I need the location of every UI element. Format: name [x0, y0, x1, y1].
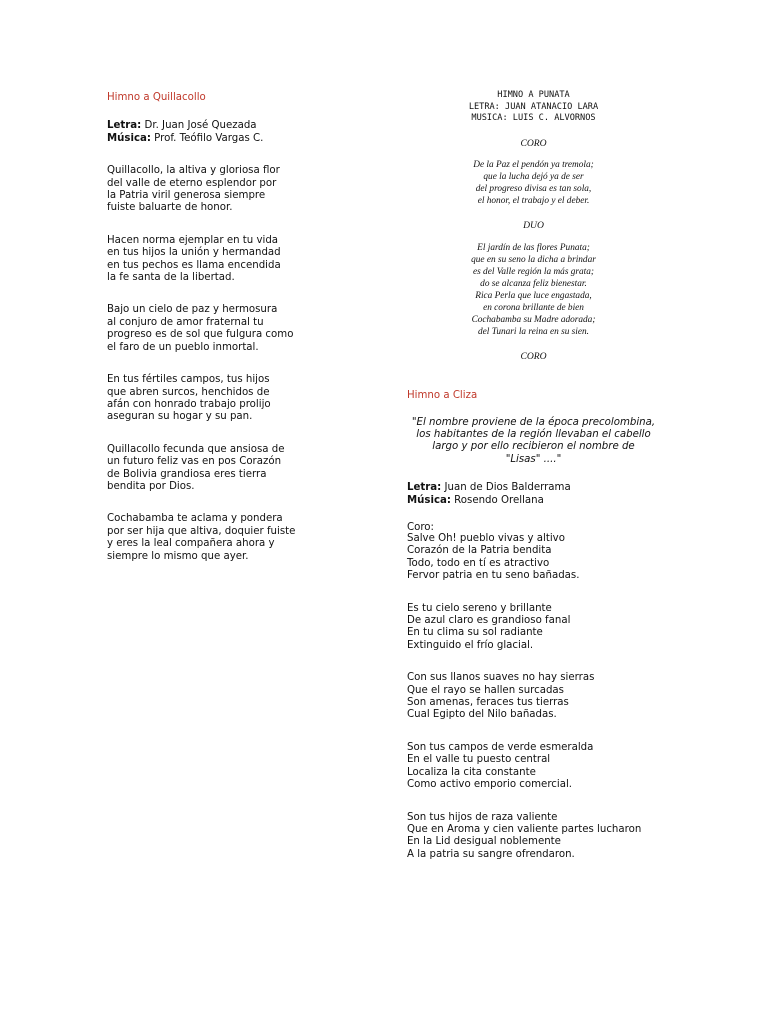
stanza — [107, 374, 307, 424]
verse-line: Es tu cielo sereno y brillante — [407, 602, 552, 614]
stanza — [107, 235, 307, 285]
verse-line: Que el rayo se hallen surcadas — [407, 684, 564, 696]
stanza — [407, 812, 667, 862]
verse-line: el honor, el trabajo y el deber. — [477, 196, 590, 207]
verse-line: de Bolivia grandiosa eres tierra — [107, 468, 267, 480]
quote-line: largo y por ello recibieron el nombre de — [432, 441, 635, 453]
musica-author: Prof. Teófilo Vargas C. — [150, 132, 264, 144]
verse-line: En tus fértiles campos, tus hijos — [107, 374, 270, 386]
verse-line: el faro de un pueblo inmortal. — [107, 341, 259, 353]
cliza-credits — [407, 482, 667, 507]
verse-line: en tus pechos es llama encendida — [107, 259, 281, 271]
verse-line: un futuro feliz vas en pos Corazón — [107, 456, 282, 468]
punata-header-letra: LETRA: JUAN ATANACIO LARA — [468, 101, 599, 112]
verse-line: En el valle tu puesto central — [407, 754, 551, 766]
verse-line: Quillacollo, la altiva y gloriosa flor — [107, 165, 280, 177]
quote-line: "Lisas" ...." — [505, 453, 562, 465]
punata-verse-2 — [407, 242, 660, 338]
verse-line: siempre lo mismo que ayer. — [107, 550, 249, 562]
quote-line: los habitantes de la región llevaban el cabello — [416, 428, 651, 440]
right-column — [407, 90, 667, 861]
punata-header-musica: MUSICA: LUIS C. ALVORNOS — [471, 113, 596, 124]
verse-line: Quillacollo fecunda que ansiosa de — [107, 443, 285, 455]
verse-line: Extinguido el frío glacial. — [407, 639, 534, 651]
verse-line: aseguran su hogar y su pan. — [107, 411, 253, 423]
verse-line: del valle de eterno esplendor por — [107, 177, 277, 189]
verse-line: en corona brillante de bien — [483, 302, 584, 313]
verse-line: por ser hija que altiva, doquier fuiste — [107, 525, 296, 537]
stanza — [107, 444, 307, 494]
cliza-letra-label: Letra: — [407, 482, 442, 494]
verse-line: del progreso divisa es tan sola, — [475, 184, 592, 195]
verse-line: Localiza la cita constante — [407, 766, 536, 778]
verse-line: De azul claro es grandioso fanal — [407, 615, 571, 627]
letra-label: Letra: — [107, 120, 142, 132]
verse-line: Fervor patria en tu seno bañadas. — [407, 570, 580, 582]
verse-line: Salve Oh! pueblo vivas y altivo — [407, 533, 565, 544]
verse-line: fuiste baluarte de honor. — [107, 202, 233, 214]
verse-line: Como activo emporio comercial. — [407, 779, 573, 791]
cliza-coro-label — [407, 522, 667, 533]
cliza-title: Himno a Cliza — [407, 389, 478, 401]
verse-line: Con sus llanos suaves no hay sierras — [407, 672, 595, 684]
verse-line: Son tus hijos de raza valiente — [407, 811, 558, 823]
verse-line: De la Paz el pendón ya tremola; — [473, 160, 594, 171]
verse-line: del Tunari la reina en su sien. — [478, 326, 589, 337]
cliza-coro-text: Coro — [407, 522, 431, 533]
verse-line: es del Valle región la más grata; — [472, 266, 595, 277]
quillacollo-stanzas — [107, 165, 307, 563]
stanza — [107, 165, 307, 215]
stanza — [407, 742, 667, 792]
quillacollo-credits — [107, 120, 307, 145]
verse-line: Hacen norma ejemplar en tu vida — [107, 234, 279, 246]
verse-line: Son tus campos de verde esmeralda — [407, 741, 594, 753]
quillacollo-section — [107, 92, 307, 563]
verse-line: Cual Egipto del Nilo bañadas. — [407, 709, 557, 721]
verse-line: Son amenas, feraces tus tierras — [407, 697, 569, 709]
verse-line: Rica Perla que luce engastada, — [475, 290, 592, 301]
verse-line: Cochabamba te aclama y pondera — [107, 513, 283, 525]
verse-line: la fe santa de la libertad. — [107, 272, 235, 284]
letra-author: Dr. Juan José Quezada — [141, 120, 257, 132]
verse-line: que abren surcos, henchidos de — [107, 386, 270, 398]
quote-line: "El nombre proviene de la época precolombina, — [411, 416, 656, 428]
cliza-musica-author: Rosendo Orellana — [450, 494, 544, 506]
verse-line: Bajo un cielo de paz y hermosura — [107, 304, 278, 316]
verse-line: en tus hijos la unión y hermandad — [107, 247, 281, 259]
punata-section — [407, 90, 660, 363]
verse-line: Corazón de la Patria bendita — [407, 545, 552, 557]
verse-line: Cochabamba su Madre adorada; — [471, 314, 596, 325]
verse-line: Todo, todo en tí es atractivo — [407, 557, 550, 569]
verse-line: y eres la leal compañera ahora y — [107, 538, 275, 550]
verse-line: En tu clima su sol radiante — [407, 627, 543, 639]
quillacollo-title: Himno a Quillacollo — [107, 92, 206, 103]
stanza — [107, 304, 307, 354]
verse-line: al conjuro de amor fraternal tu — [107, 316, 264, 328]
verse-line: que en su seno la dicha a brindar — [471, 254, 596, 265]
verse-line: afán con honrado trabajo prolijo — [107, 398, 271, 410]
punata-verse-1 — [407, 159, 660, 207]
verse-line: El jardín de las flores Punata; — [477, 242, 590, 253]
verse-line: la Patria viril generosa siempre — [107, 190, 266, 202]
verse-line: que la lucha dejó ya de ser — [483, 172, 584, 183]
cliza-letra-author: Juan de Dios Balderrama — [441, 482, 571, 494]
verse-line: do se alcanza feliz bienestar. — [480, 278, 587, 289]
stanza — [407, 533, 667, 583]
verse-line: Que en Aroma y cien valiente partes lucharon — [407, 823, 642, 835]
verse-line: bendita por Dios. — [107, 480, 195, 492]
stanza — [407, 603, 667, 653]
cliza-musica-label: Música: — [407, 494, 451, 506]
cliza-quote — [407, 417, 660, 467]
verse-line: progreso es de sol que fulgura como — [107, 329, 294, 341]
punata-coro-label-2: CORO — [520, 350, 547, 362]
musica-label: Música: — [107, 132, 151, 144]
punata-duo-label: DUO — [523, 220, 544, 232]
punata-coro-label: CORO — [520, 137, 547, 149]
punata-header-title: HIMNO A PUNATA — [497, 90, 570, 100]
verse-line: A la patria su sangre ofrendaron. — [407, 848, 575, 860]
cliza-stanzas — [407, 533, 667, 861]
stanza — [107, 513, 307, 563]
cliza-coro-colon: : — [430, 522, 434, 533]
verse-line: En la Lid desigual noblemente — [407, 836, 561, 848]
stanza — [407, 672, 667, 722]
